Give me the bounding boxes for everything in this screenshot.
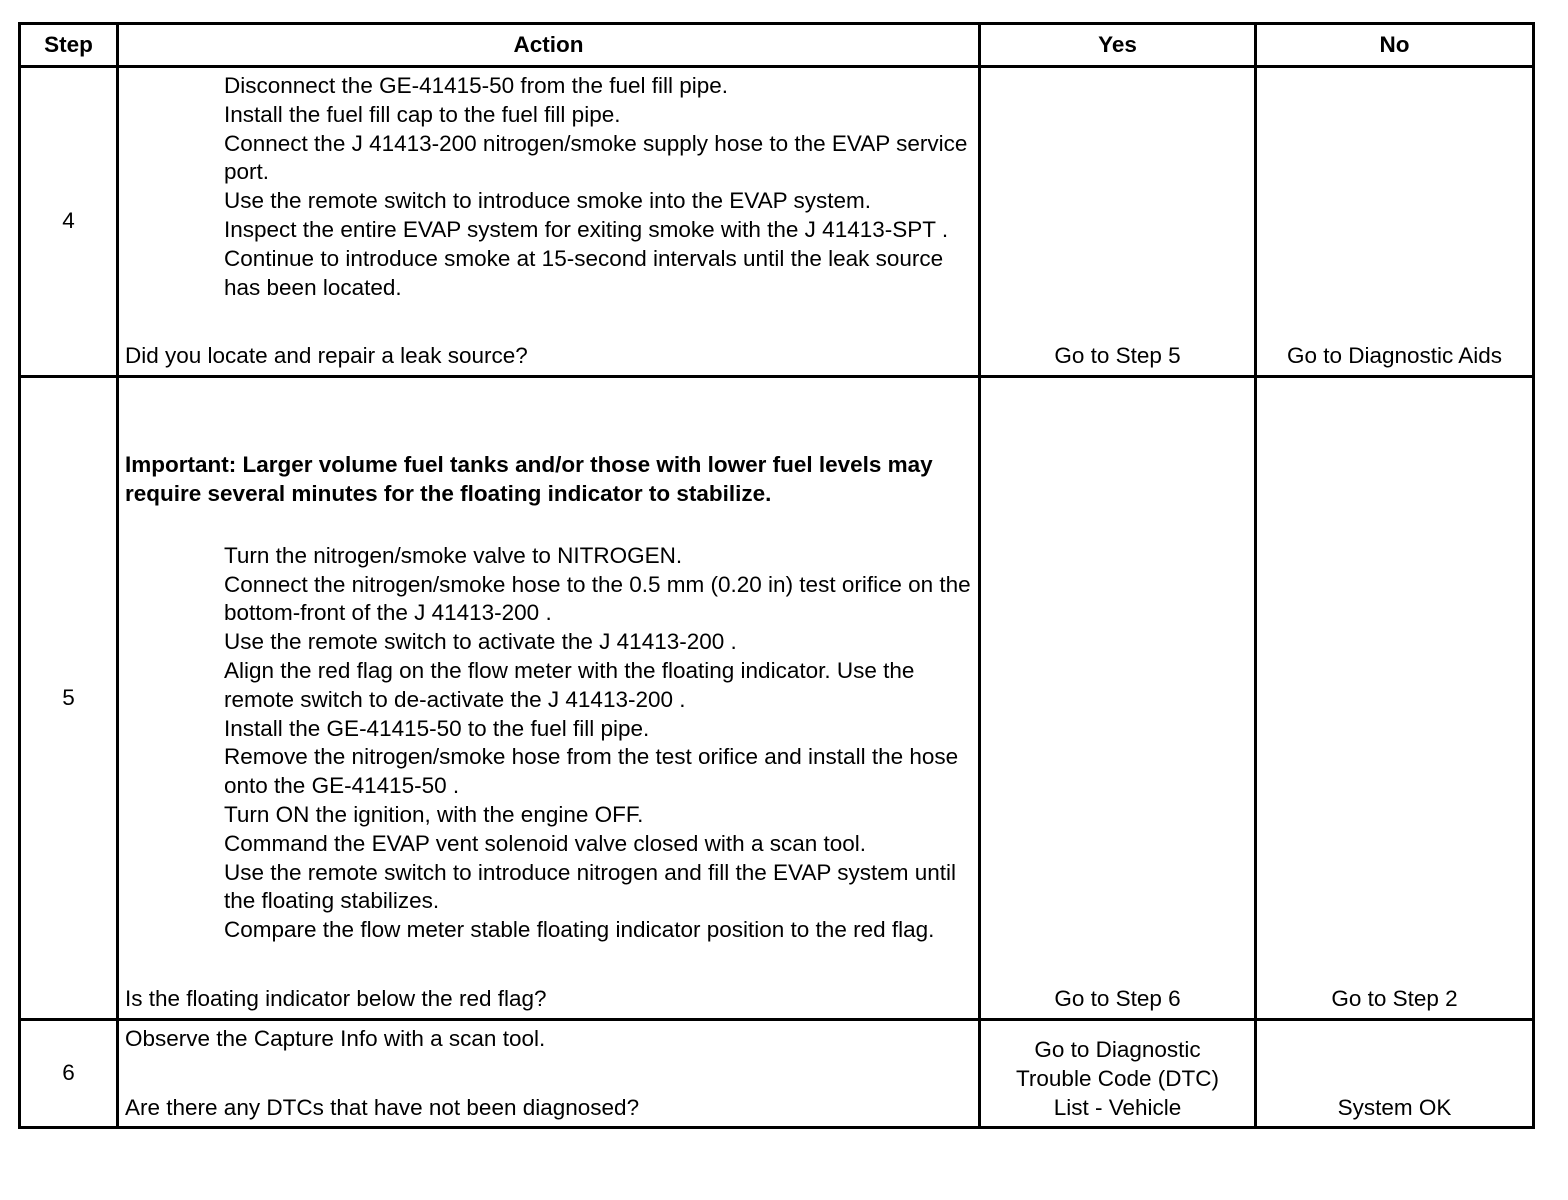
instruction: Turn the nitrogen/smoke valve to NITROGEN.	[224, 542, 683, 568]
instruction: Disconnect the GE-41415-50 from the fuel fill pipe.	[224, 73, 729, 98]
instruction: Use the remote switch to activate the J 41413-200 .	[224, 629, 737, 655]
yes-cell	[980, 67, 1256, 377]
important-note: Important: Larger volume fuel tanks and/or those with lower fuel levels may require several minutes for the floating indicator to stabilize.	[125, 452, 933, 506]
diagnostic-table	[18, 22, 1535, 1129]
header-row	[20, 24, 1534, 67]
action-cell	[118, 377, 980, 1020]
yes-result: Go to Step 5	[1054, 343, 1181, 369]
instruction: Remove the nitrogen/smoke hose from the test orifice and install the hose onto the GE-41415-50 .	[224, 744, 959, 799]
no-cell	[1256, 1019, 1534, 1128]
question-text: Is the floating indicator below the red flag?	[125, 985, 547, 1011]
no-result: Go to Diagnostic Aids	[1286, 343, 1503, 369]
no-result: System OK	[1337, 1094, 1452, 1120]
step-number: 4	[20, 67, 118, 377]
instruction: Install the fuel fill cap to the fuel fill pipe.	[224, 101, 621, 127]
yes-result-line: Go to Diagnostic	[1034, 1036, 1201, 1062]
table-row-step-6	[20, 1019, 1534, 1128]
yes-result: Go to Step 6	[1054, 985, 1181, 1011]
action-cell	[118, 67, 980, 377]
no-result: Go to Step 2	[1331, 985, 1458, 1011]
action-cell	[118, 1019, 980, 1128]
table-row-step-4	[20, 67, 1534, 377]
header-yes: Yes	[980, 24, 1256, 67]
table-row-step-5	[20, 377, 1534, 1020]
yes-cell	[980, 1019, 1256, 1128]
yes-result-line: Trouble Code (DTC)	[1016, 1065, 1219, 1091]
instruction-list	[125, 72, 972, 302]
question-text: Did you locate and repair a leak source?	[125, 343, 528, 369]
yes-result-line: List - Vehicle	[1053, 1094, 1182, 1120]
header-step: Step	[20, 24, 118, 67]
instruction: Command the EVAP vent solenoid valve closed with a scan tool.	[224, 830, 867, 856]
yes-result	[981, 1036, 1254, 1126]
header-no: No	[1256, 24, 1534, 67]
instruction: Continue to introduce smoke at 15-second intervals until the leak source has been located.	[224, 245, 944, 300]
instruction: Use the remote switch to introduce nitrogen and fill the EVAP system until the floating stabilizes.	[224, 859, 957, 914]
step-number: 5	[20, 377, 118, 1020]
instruction: Use the remote switch to introduce smoke into the EVAP system.	[224, 188, 871, 214]
instruction: Turn ON the ignition, with the engine OFF.	[224, 801, 644, 827]
no-cell	[1256, 377, 1534, 1020]
instruction: Inspect the entire EVAP system for exiting smoke with the J 41413-SPT .	[224, 216, 949, 242]
instruction: Connect the J 41413-200 nitrogen/smoke supply hose to the EVAP service port.	[224, 130, 968, 185]
no-cell	[1256, 67, 1534, 377]
instruction: Align the red flag on the flow meter with the floating indicator. Use the remote switch to de-activate the J 41413-200 .	[224, 657, 915, 712]
instruction: Compare the flow meter stable floating indicator position to the red flag.	[224, 917, 935, 943]
instruction: Connect the nitrogen/smoke hose to the 0.5 mm (0.20 in) test orifice on the bottom-front of the J 41413-200 .	[224, 571, 971, 626]
instruction: Observe the Capture Info with a scan tool.	[125, 1025, 546, 1051]
step-number: 6	[20, 1019, 118, 1128]
question-text: Are there any DTCs that have not been diagnosed?	[125, 1094, 640, 1120]
yes-cell	[980, 377, 1256, 1020]
instruction-list	[125, 542, 972, 945]
instruction: Install the GE-41415-50 to the fuel fill pipe.	[224, 715, 650, 741]
header-action: Action	[118, 24, 980, 67]
